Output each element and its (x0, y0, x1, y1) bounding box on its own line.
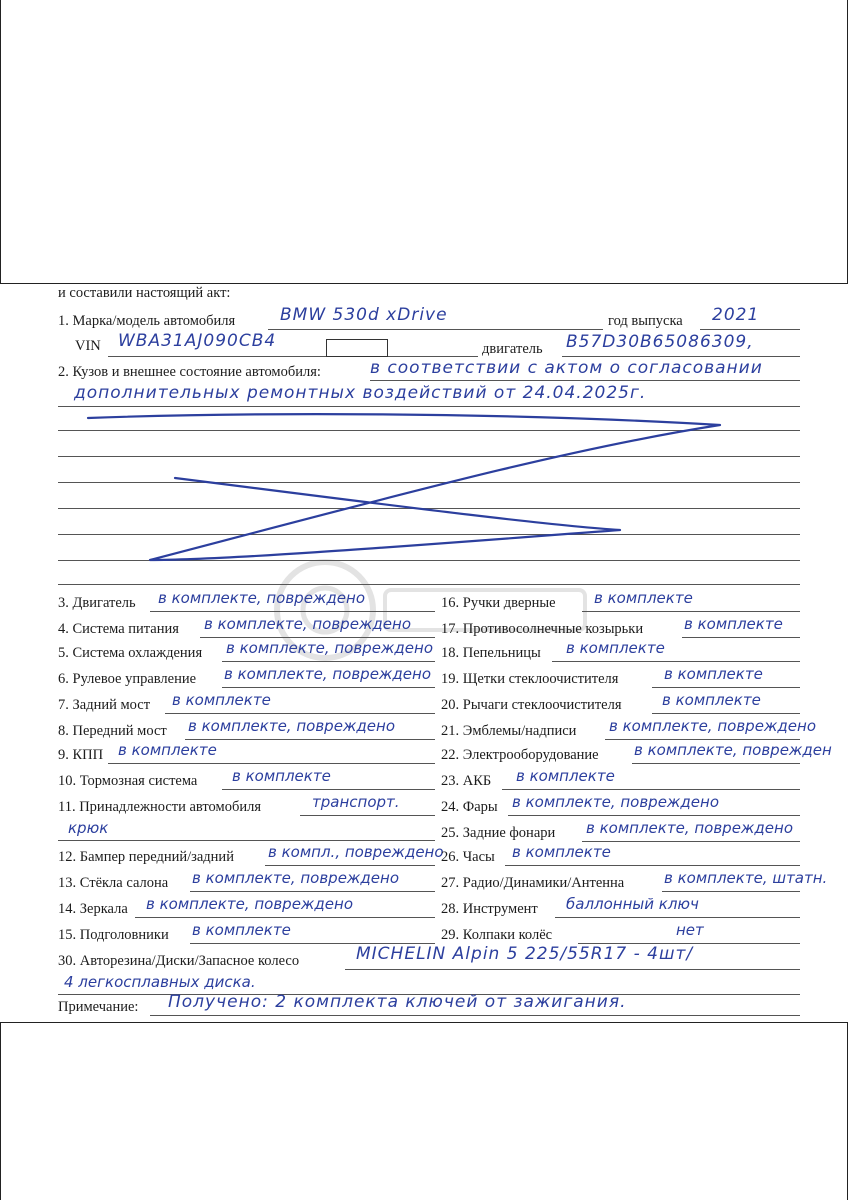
item16-value: в комплекте (594, 589, 693, 607)
redacted-footer-area (0, 1022, 848, 1200)
item24-label: 24. Фары (441, 799, 498, 815)
item13-value: в комплекте, повреждено (192, 869, 400, 887)
item2-value-line1: в соответствии с актом о согласовании (370, 358, 763, 378)
item17-label: 17. Противосолнечные козырьки (441, 621, 644, 637)
item28-value: баллонный ключ (566, 895, 699, 913)
item29-label: 29. Колпаки колёс (441, 927, 553, 943)
item20-underline (652, 713, 800, 714)
note-value: Получено: 2 комплекта ключей от зажигания. (168, 992, 627, 1012)
item27-label: 27. Радио/Динамики/Антенна (441, 875, 625, 891)
item26-label: 26. Часы (441, 849, 495, 865)
item4-label: 4. Система питания (58, 621, 179, 637)
item6-label: 6. Рулевое управление (58, 671, 197, 687)
item25-value: в комплекте, повреждено (586, 819, 794, 837)
item5-value: в комплекте, повреждено (226, 639, 434, 657)
item24-value: в комплекте, повреждено (512, 793, 720, 811)
item6-underline (222, 687, 435, 688)
item25-label: 25. Задние фонари (441, 825, 556, 841)
item11-value: транспорт. (312, 793, 400, 811)
engine-value: B57D30B65086309, (566, 332, 754, 352)
note-label: Примечание: (58, 999, 139, 1015)
item2-value-line2: дополнительных ремонтных воздействий от 24.04.2025г. (74, 383, 647, 403)
item29-value: нет (676, 921, 704, 939)
item3-label: 3. Двигатель (58, 595, 136, 611)
item1-value: BMW 530d xDrive (280, 305, 448, 325)
item22-value: в комплекте, поврежден (634, 741, 832, 759)
item20-label: 20. Рычаги стеклоочистителя (441, 697, 622, 713)
item7-value: в комплекте (172, 691, 271, 709)
item21-underline (605, 739, 800, 740)
item3-value: в комплекте, повреждено (158, 589, 366, 607)
item19-value: в комплекте (664, 665, 763, 683)
item10-underline (222, 789, 435, 790)
item28-label: 28. Инструмент (441, 901, 538, 917)
item16-label: 16. Ручки дверные (441, 595, 556, 611)
item10-label: 10. Тормозная система (58, 773, 198, 789)
item14-value: в комплекте, повреждено (146, 895, 354, 913)
item13-label: 13. Стёкла салона (58, 875, 169, 891)
item21-value: в комплекте, повреждено (609, 717, 817, 735)
item5-underline (222, 661, 435, 662)
item23-label: 23. АКБ (441, 773, 492, 789)
item30-value-line1: MICHELIN Alpin 5 225/55R17 - 4шт/ (356, 944, 694, 964)
item30-underline (345, 969, 800, 970)
item15-label: 15. Подголовники (58, 927, 169, 943)
item9-underline (108, 763, 435, 764)
item25-underline (582, 841, 800, 842)
vin-label: VIN (75, 338, 101, 354)
item18-underline (552, 661, 800, 662)
item23-value: в комплекте (516, 767, 615, 785)
item11-underline (300, 815, 435, 816)
item23-underline (502, 789, 800, 790)
item15-value: в комплекте (192, 921, 291, 939)
year-value: 2021 (712, 305, 760, 325)
item18-value: в комплекте (566, 639, 665, 657)
item19-label: 19. Щетки стеклоочистителя (441, 671, 619, 687)
item30-value-line2: 4 легкосплавных диска. (64, 973, 256, 991)
item12-label: 12. Бампер передний/задний (58, 849, 234, 865)
year-label: год выпуска (608, 313, 683, 329)
item16-underline (582, 611, 800, 612)
item7-label: 7. Задний мост (58, 697, 151, 713)
item7-underline (165, 713, 435, 714)
item11-cont-underline (58, 840, 435, 841)
item20-value: в комплекте (662, 691, 761, 709)
item13-underline (190, 891, 435, 892)
item22-label: 22. Электрооборудование (441, 747, 599, 763)
engine-label: двигатель (482, 341, 543, 357)
item9-value: в комплекте (118, 741, 217, 759)
item22-underline (632, 763, 800, 764)
item5-label: 5. Система охлаждения (58, 645, 203, 661)
item19-underline (652, 687, 800, 688)
item11-value-cont: крюк (68, 819, 109, 837)
item12-underline (265, 865, 435, 866)
item4-underline (200, 637, 435, 638)
intro-text: и составили настоящий акт: (58, 285, 231, 301)
item10-value: в комплекте (232, 767, 331, 785)
item4-value: в комплекте, повреждено (204, 615, 412, 633)
item26-underline (505, 865, 800, 866)
item8-label: 8. Передний мост (58, 723, 167, 739)
item3-underline (150, 611, 435, 612)
item21-label: 21. Эмблемы/надписи (441, 723, 577, 739)
item26-value: в комплекте (512, 843, 611, 861)
vin-value: WBA31AJ090CB4 (118, 331, 277, 351)
item9-label: 9. КПП (58, 747, 104, 763)
item17-underline (682, 637, 800, 638)
item8-value: в комплекте, повреждено (188, 717, 396, 735)
item27-underline (662, 891, 800, 892)
item18-label: 18. Пепельницы (441, 645, 541, 661)
item2-label: 2. Кузов и внешнее состояние автомобиля: (58, 364, 321, 380)
item17-value: в комплекте (684, 615, 783, 633)
note-underline (150, 1015, 800, 1016)
item24-underline (508, 815, 800, 816)
item6-value: в комплекте, повреждено (224, 665, 432, 683)
item27-value: в комплекте, штатн. (664, 869, 828, 887)
item1-label: 1. Марка/модель автомобиля (58, 313, 236, 329)
item11-label: 11. Принадлежности автомобиля (58, 799, 261, 815)
item12-value: в компл., повреждено (268, 843, 444, 861)
item28-underline (555, 917, 800, 918)
item8-underline (185, 739, 435, 740)
item14-underline (135, 917, 435, 918)
item14-label: 14. Зеркала (58, 901, 128, 917)
item30-label: 30. Авторезина/Диски/Запасное колесо (58, 953, 300, 969)
